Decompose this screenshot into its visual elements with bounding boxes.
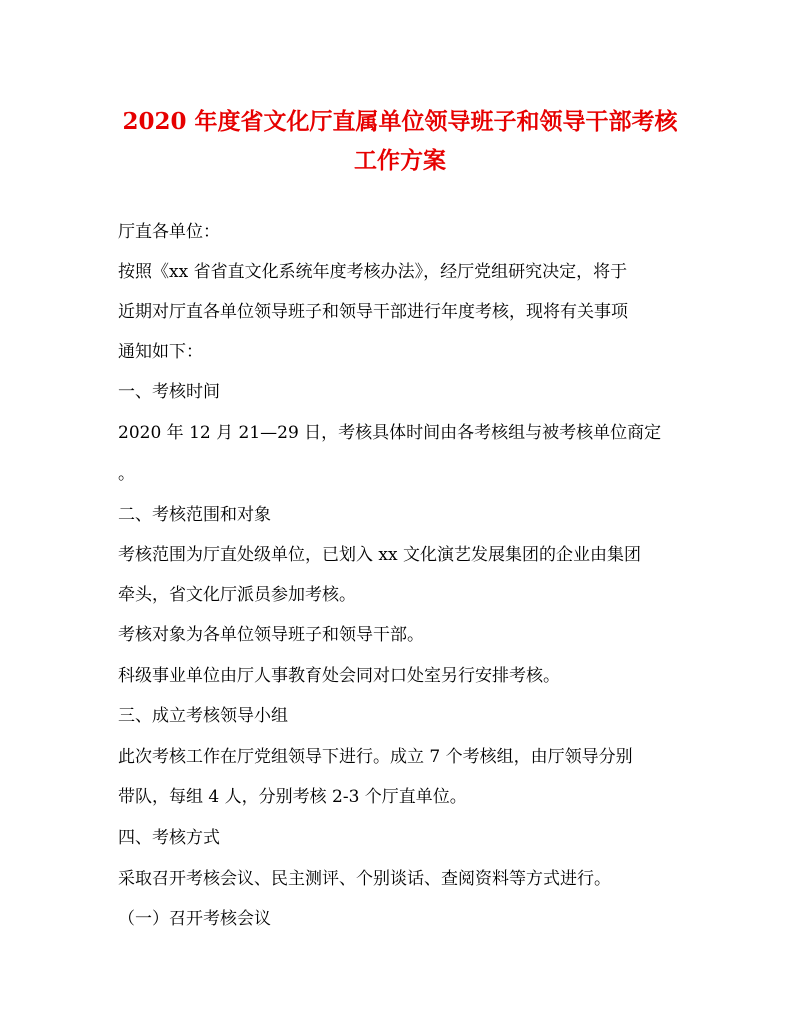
intro-paragraph-line-2: 近期对厅直各单位领导班子和领导干部进行年度考核，现将有关事项 [118,302,628,322]
section-heading-scope: 二、考核范围和对象 [118,505,271,525]
scope-paragraph-line-1: 考核范围为厅直处级单位，已划入 xx 文化演艺发展集团的企业由集团 [118,545,641,565]
leadership-paragraph-line-2: 带队，每组 4 人，分别考核 2-3 个厅直单位。 [118,787,467,807]
time-paragraph-line-1: 2020 年 12 月 21—29 日，考核具体时间由各考核组与被考核单位商定 [118,423,662,443]
subsection-heading-meeting: （一）召开考核会议 [118,909,271,929]
document-title-line-1: 2020 年度省文化厅直属单位领导班子和领导干部考核 [122,108,678,135]
document-title-line-2: 工作方案 [354,147,446,174]
scope-paragraph-line-2: 牵头，省文化厅派员参加考核。 [118,585,356,605]
time-paragraph-line-2: 。 [118,464,135,484]
section-heading-leadership: 三、成立考核领导小组 [118,706,288,726]
intro-paragraph-line-1: 按照《xx 省省直文化系统年度考核办法》，经厅党组研究决定，将于 [118,262,628,282]
leadership-paragraph-line-1: 此次考核工作在厅党组领导下进行。成立 7 个考核组，由厅领导分别 [118,747,633,767]
section-heading-method: 四、考核方式 [118,828,220,848]
method-paragraph: 采取召开考核会议、民主测评、个别谈话、查阅资料等方式进行。 [118,869,611,889]
section-level-paragraph: 科级事业单位由厅人事教育处会同对口处室另行安排考核。 [118,666,560,686]
intro-paragraph-line-3: 通知如下： [118,342,203,362]
target-paragraph: 考核对象为各单位领导班子和领导干部。 [118,625,424,645]
salutation: 厅直各单位： [118,222,220,242]
section-heading-time: 一、考核时间 [118,382,220,402]
